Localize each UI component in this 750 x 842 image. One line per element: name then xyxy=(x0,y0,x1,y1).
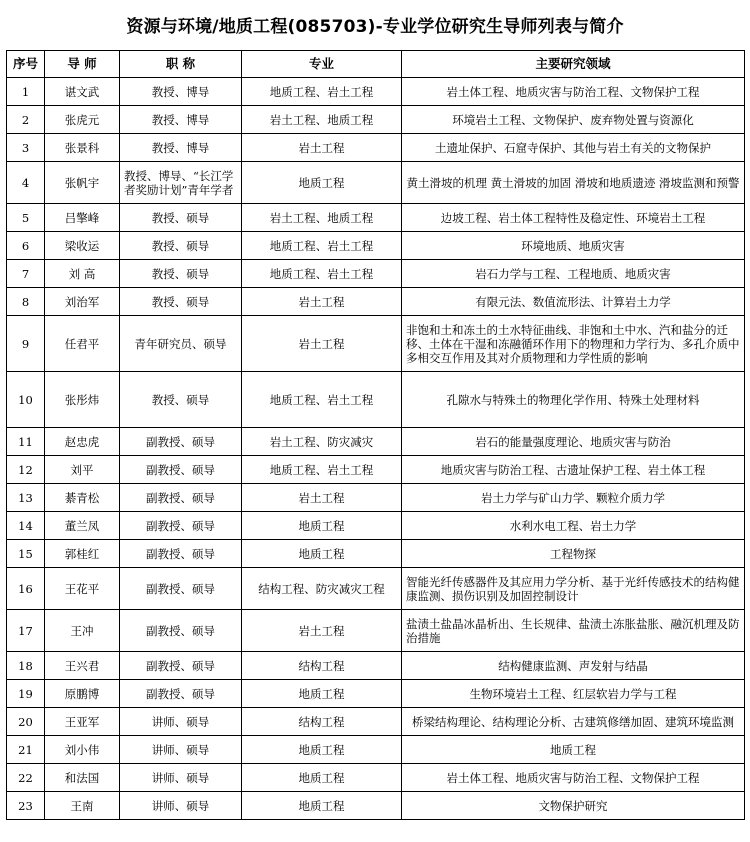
cell-major: 地质工程 xyxy=(242,162,402,204)
cell-title-rank: 副教授、硕导 xyxy=(120,428,242,456)
cell-title-rank: 副教授、硕导 xyxy=(120,540,242,568)
cell-supervisor-name: 刘平 xyxy=(45,456,120,484)
cell-research-field: 岩石力学与工程、工程地质、地质灾害 xyxy=(402,260,745,288)
cell-research-field: 智能光纤传感器件及其应用力学分析、基于光纤传感技术的结构健康监测、损伤识别及加固控制设计 xyxy=(402,568,745,610)
cell-major: 结构工程、防灾减灾工程 xyxy=(242,568,402,610)
cell-major: 地质工程 xyxy=(242,764,402,792)
cell-supervisor-name: 梁收运 xyxy=(45,232,120,260)
cell-supervisor-name: 王冲 xyxy=(45,610,120,652)
cell-title-rank: 青年研究员、硕导 xyxy=(120,316,242,372)
cell-major: 地质工程 xyxy=(242,680,402,708)
cell-research-field: 结构健康监测、声发射与结晶 xyxy=(402,652,745,680)
cell-major: 地质工程、岩土工程 xyxy=(242,372,402,428)
cell-research-field: 土遗址保护、石窟寺保护、其他与岩土有关的文物保护 xyxy=(402,134,745,162)
cell-title-rank: 讲师、硕导 xyxy=(120,792,242,820)
table-row xyxy=(7,764,745,792)
table-row xyxy=(7,540,745,568)
cell-number: 8 xyxy=(7,288,45,316)
cell-major: 岩土工程 xyxy=(242,484,402,512)
cell-research-field: 非饱和土和冻土的土水特征曲线、非饱和土中水、汽和盐分的迁移、土体在干湿和冻融循环作用下的物理和力学行为、多孔介质中多相交互作用及其对介质物理和力学性质的影响 xyxy=(402,316,745,372)
table-row xyxy=(7,316,745,372)
cell-supervisor-name: 原鹏博 xyxy=(45,680,120,708)
cell-number: 10 xyxy=(7,372,45,428)
table-row xyxy=(7,260,745,288)
cell-title-rank: 副教授、硕导 xyxy=(120,484,242,512)
cell-major: 岩土工程 xyxy=(242,316,402,372)
cell-major: 地质工程 xyxy=(242,540,402,568)
cell-supervisor-name: 张景科 xyxy=(45,134,120,162)
cell-supervisor-name: 刘治军 xyxy=(45,288,120,316)
table-body xyxy=(7,78,745,820)
cell-research-field: 岩土体工程、地质灾害与防治工程、文物保护工程 xyxy=(402,78,745,106)
cell-research-field: 盐渍土盐晶冰晶析出、生长规律、盐渍土冻胀盐胀、融沉机理及防治措施 xyxy=(402,610,745,652)
cell-major: 岩土工程、地质工程 xyxy=(242,106,402,134)
cell-title-rank: 教授、硕导 xyxy=(120,204,242,232)
header-major: 专业 xyxy=(242,51,402,78)
cell-title-rank: 副教授、硕导 xyxy=(120,652,242,680)
cell-research-field: 岩土体工程、地质灾害与防治工程、文物保护工程 xyxy=(402,764,745,792)
cell-title-rank: 副教授、硕导 xyxy=(120,456,242,484)
cell-number: 14 xyxy=(7,512,45,540)
table-row xyxy=(7,680,745,708)
cell-title-rank: 教授、硕导 xyxy=(120,372,242,428)
cell-supervisor-name: 董兰凤 xyxy=(45,512,120,540)
table-row xyxy=(7,792,745,820)
cell-research-field: 桥梁结构理论、结构理论分析、古建筑修缮加固、建筑环境监测 xyxy=(402,708,745,736)
header-title-rank: 职 称 xyxy=(120,51,242,78)
cell-number: 3 xyxy=(7,134,45,162)
header-number: 序号 xyxy=(7,51,45,78)
cell-research-field: 文物保护研究 xyxy=(402,792,745,820)
cell-number: 19 xyxy=(7,680,45,708)
cell-major: 岩土工程、防灾减灾 xyxy=(242,428,402,456)
cell-number: 11 xyxy=(7,428,45,456)
table-row xyxy=(7,708,745,736)
cell-supervisor-name: 和法国 xyxy=(45,764,120,792)
cell-major: 结构工程 xyxy=(242,652,402,680)
table-row xyxy=(7,232,745,260)
cell-number: 22 xyxy=(7,764,45,792)
cell-major: 地质工程、岩土工程 xyxy=(242,456,402,484)
cell-research-field: 环境地质、地质灾害 xyxy=(402,232,745,260)
cell-number: 18 xyxy=(7,652,45,680)
table-row xyxy=(7,456,745,484)
cell-major: 地质工程、岩土工程 xyxy=(242,78,402,106)
cell-research-field: 地质工程 xyxy=(402,736,745,764)
cell-supervisor-name: 刘小伟 xyxy=(45,736,120,764)
cell-number: 7 xyxy=(7,260,45,288)
table-row xyxy=(7,78,745,106)
cell-number: 13 xyxy=(7,484,45,512)
cell-research-field: 生物环境岩土工程、红层软岩力学与工程 xyxy=(402,680,745,708)
table-row xyxy=(7,372,745,428)
table-row xyxy=(7,204,745,232)
cell-number: 17 xyxy=(7,610,45,652)
cell-number: 23 xyxy=(7,792,45,820)
cell-number: 4 xyxy=(7,162,45,204)
cell-supervisor-name: 王南 xyxy=(45,792,120,820)
cell-research-field: 岩土力学与矿山力学、颗粒介质力学 xyxy=(402,484,745,512)
table-row xyxy=(7,512,745,540)
cell-supervisor-name: 綦青松 xyxy=(45,484,120,512)
cell-number: 6 xyxy=(7,232,45,260)
cell-title-rank: 教授、硕导 xyxy=(120,260,242,288)
cell-supervisor-name: 王兴君 xyxy=(45,652,120,680)
table-row xyxy=(7,652,745,680)
cell-number: 5 xyxy=(7,204,45,232)
table-row xyxy=(7,162,745,204)
cell-research-field: 有限元法、数值流形法、计算岩土力学 xyxy=(402,288,745,316)
cell-title-rank: 教授、博导 xyxy=(120,106,242,134)
cell-title-rank: 教授、博导 xyxy=(120,134,242,162)
cell-research-field: 地质灾害与防治工程、古遗址保护工程、岩土体工程 xyxy=(402,456,745,484)
cell-supervisor-name: 张帆宇 xyxy=(45,162,120,204)
cell-title-rank: 教授、博导、“长江学者奖励计划”青年学者 xyxy=(120,162,242,204)
table-row xyxy=(7,610,745,652)
supervisor-table xyxy=(6,50,745,820)
header-research-field: 主要研究领域 xyxy=(402,51,745,78)
cell-supervisor-name: 谌文武 xyxy=(45,78,120,106)
table-row xyxy=(7,568,745,610)
cell-research-field: 孔隙水与特殊土的物理化学作用、特殊土处理材料 xyxy=(402,372,745,428)
cell-research-field: 工程物探 xyxy=(402,540,745,568)
table-row xyxy=(7,134,745,162)
table-header-row xyxy=(7,51,745,78)
table-row xyxy=(7,484,745,512)
cell-number: 20 xyxy=(7,708,45,736)
cell-major: 地质工程、岩土工程 xyxy=(242,260,402,288)
cell-title-rank: 副教授、硕导 xyxy=(120,568,242,610)
cell-major: 地质工程 xyxy=(242,512,402,540)
cell-number: 9 xyxy=(7,316,45,372)
page-title: 资源与环境/地质工程(085703)-专业学位研究生导师列表与简介 xyxy=(126,17,624,37)
cell-supervisor-name: 任君平 xyxy=(45,316,120,372)
cell-research-field: 水利水电工程、岩土力学 xyxy=(402,512,745,540)
cell-title-rank: 副教授、硕导 xyxy=(120,512,242,540)
cell-research-field: 边坡工程、岩土体工程特性及稳定性、环境岩土工程 xyxy=(402,204,745,232)
cell-title-rank: 讲师、硕导 xyxy=(120,736,242,764)
cell-supervisor-name: 张彤炜 xyxy=(45,372,120,428)
cell-major: 岩土工程、地质工程 xyxy=(242,204,402,232)
cell-major: 地质工程 xyxy=(242,792,402,820)
cell-title-rank: 副教授、硕导 xyxy=(120,610,242,652)
cell-supervisor-name: 张虎元 xyxy=(45,106,120,134)
cell-title-rank: 教授、硕导 xyxy=(120,288,242,316)
table-row xyxy=(7,736,745,764)
cell-number: 16 xyxy=(7,568,45,610)
cell-major: 岩土工程 xyxy=(242,610,402,652)
cell-major: 地质工程 xyxy=(242,736,402,764)
cell-number: 2 xyxy=(7,106,45,134)
cell-number: 21 xyxy=(7,736,45,764)
table-row xyxy=(7,428,745,456)
cell-title-rank: 副教授、硕导 xyxy=(120,680,242,708)
cell-number: 1 xyxy=(7,78,45,106)
cell-supervisor-name: 赵忠虎 xyxy=(45,428,120,456)
cell-major: 岩土工程 xyxy=(242,134,402,162)
cell-supervisor-name: 吕擎峰 xyxy=(45,204,120,232)
cell-title-rank: 讲师、硕导 xyxy=(120,764,242,792)
cell-research-field: 岩石的能量强度理论、地质灾害与防治 xyxy=(402,428,745,456)
table-row xyxy=(7,106,745,134)
cell-title-rank: 教授、硕导 xyxy=(120,232,242,260)
header-supervisor: 导 师 xyxy=(45,51,120,78)
cell-supervisor-name: 王花平 xyxy=(45,568,120,610)
cell-supervisor-name: 郭桂红 xyxy=(45,540,120,568)
table-row xyxy=(7,288,745,316)
cell-title-rank: 讲师、硕导 xyxy=(120,708,242,736)
cell-major: 结构工程 xyxy=(242,708,402,736)
cell-major: 岩土工程 xyxy=(242,288,402,316)
cell-supervisor-name: 刘 高 xyxy=(45,260,120,288)
cell-research-field: 环境岩土工程、文物保护、废弃物处置与资源化 xyxy=(402,106,745,134)
cell-title-rank: 教授、博导 xyxy=(120,78,242,106)
cell-major: 地质工程、岩土工程 xyxy=(242,232,402,260)
cell-supervisor-name: 王亚军 xyxy=(45,708,120,736)
cell-number: 15 xyxy=(7,540,45,568)
cell-research-field: 黄土滑坡的机理 黄土滑坡的加固 滑坡和地质遗迹 滑坡监测和预警 xyxy=(402,162,745,204)
cell-number: 12 xyxy=(7,456,45,484)
